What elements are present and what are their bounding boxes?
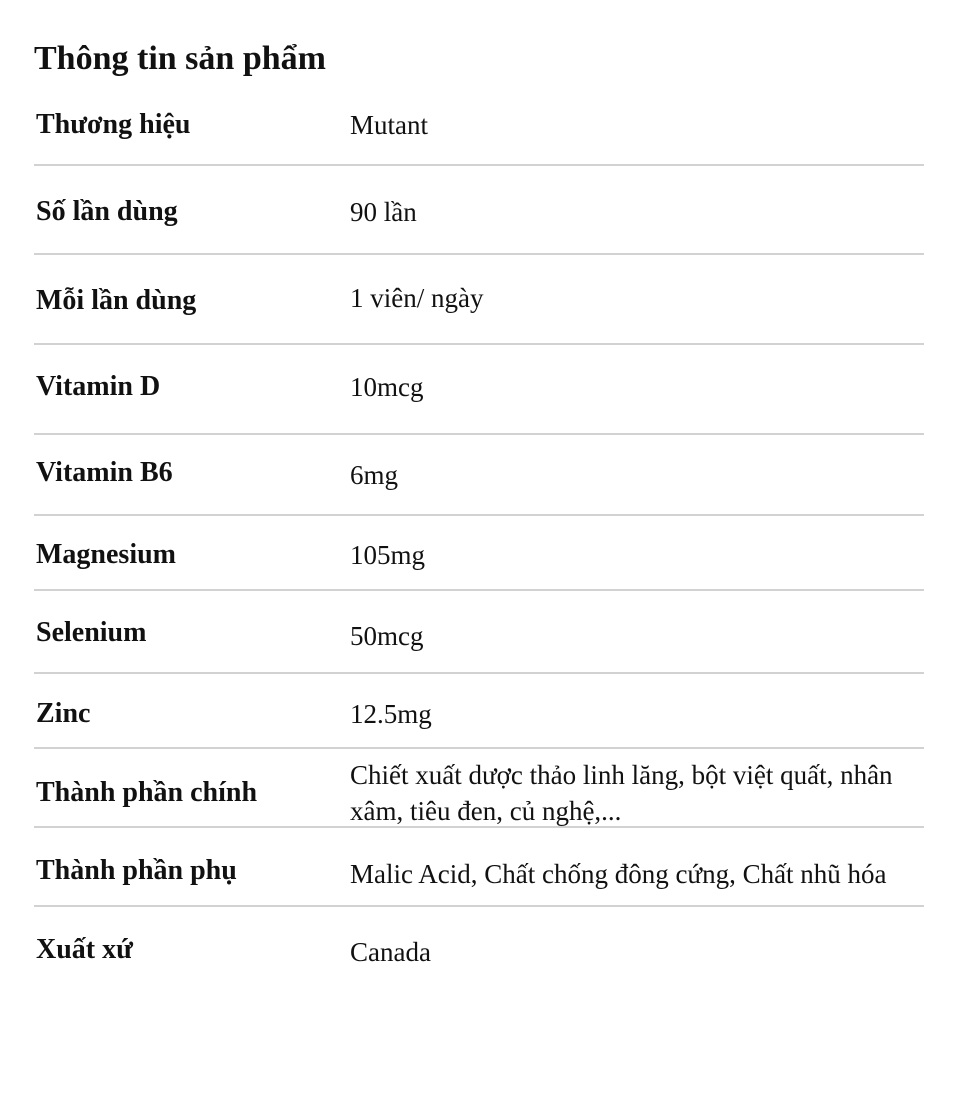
spec-value: 6mg [350, 460, 399, 490]
spec-value: Canada [350, 937, 431, 967]
spec-row-uses [34, 166, 924, 255]
spec-label: Zinc [36, 698, 91, 729]
spec-row-vitamin-d [34, 345, 924, 435]
spec-value: 10mcg [350, 372, 424, 402]
spec-row-main-ingredients [34, 749, 924, 828]
spec-row-origin [34, 907, 924, 987]
spec-label: Magnesium [36, 539, 176, 570]
spec-label: Vitamin D [36, 371, 161, 402]
spec-label: Selenium [36, 617, 147, 648]
page-title: Thông tin sản phẩm [34, 40, 326, 77]
spec-value: 1 viên/ ngày [350, 283, 484, 313]
spec-value: 90 lần [350, 197, 417, 227]
spec-value: 12.5mg [350, 699, 432, 729]
spec-row-dose [34, 255, 924, 345]
spec-label: Mỗi lần dùng [36, 285, 197, 316]
spec-value: Malic Acid, Chất chống đông cứng, Chất nhũ hóa [350, 859, 887, 889]
spec-row-magnesium [34, 516, 924, 591]
spec-value: Mutant [350, 110, 428, 140]
spec-label: Thành phần chính [36, 777, 258, 808]
spec-value: 50mcg [350, 621, 424, 651]
spec-label: Số lần dùng [36, 196, 178, 227]
spec-row-selenium [34, 591, 924, 674]
spec-value: 105mg [350, 540, 426, 570]
spec-label: Vitamin B6 [36, 457, 173, 488]
spec-row-vitamin-b6 [34, 435, 924, 516]
spec-label: Thương hiệu [36, 109, 191, 140]
spec-row-brand [34, 100, 924, 166]
spec-row-sub-ingredients [34, 828, 924, 907]
spec-row-zinc [34, 674, 924, 749]
spec-value: Chiết xuất dược thảo linh lăng, bột việt quất, nhân xâm, tiêu đen, củ nghệ,... [350, 760, 893, 826]
spec-label: Xuất xứ [36, 934, 133, 965]
spec-label: Thành phần phụ [36, 855, 237, 886]
